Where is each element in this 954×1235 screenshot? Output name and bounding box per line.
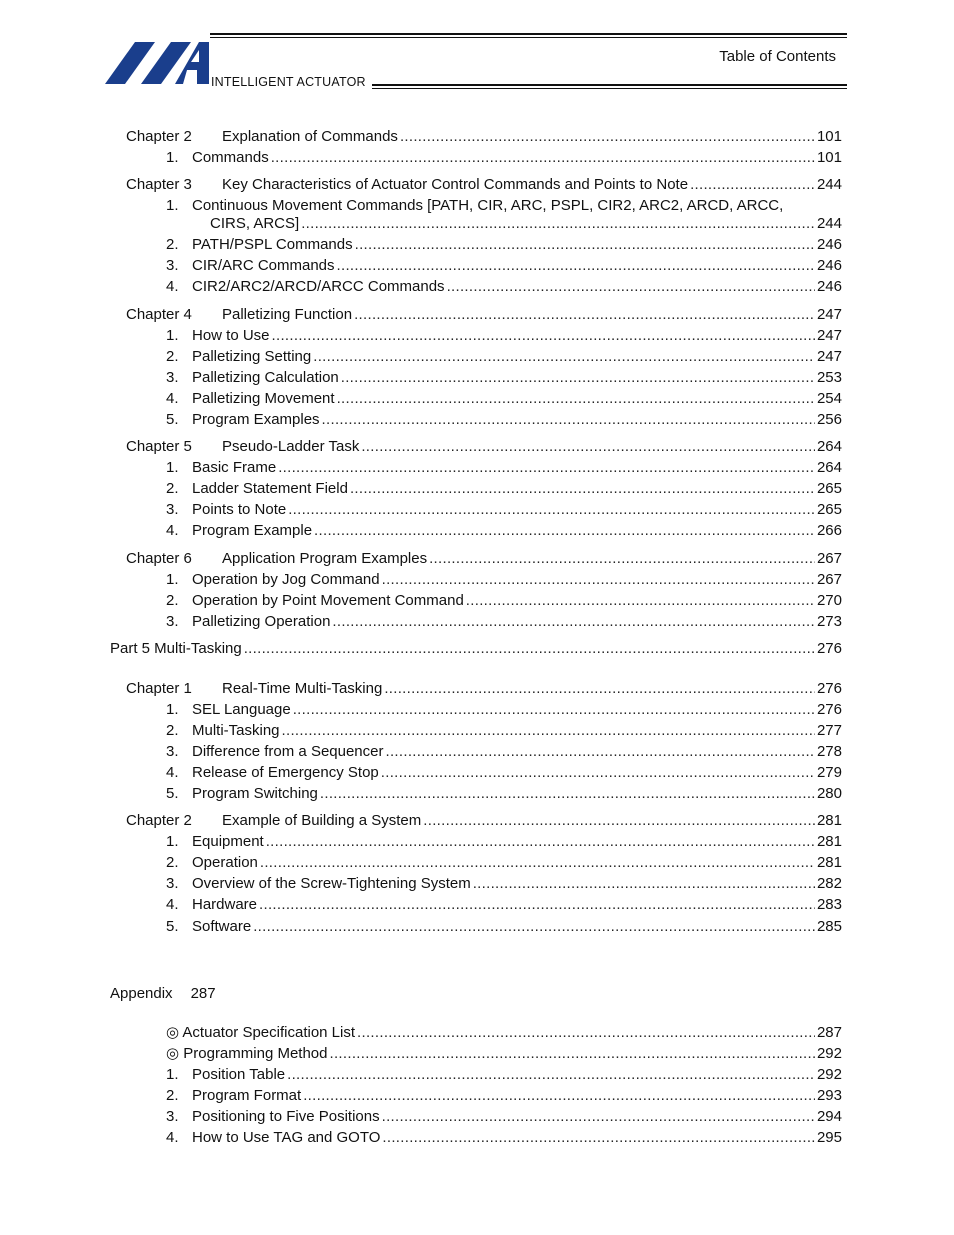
item-number: 2. bbox=[166, 348, 179, 365]
page-number: 244 bbox=[816, 215, 842, 232]
item-number: 1. bbox=[166, 571, 179, 588]
toc-item[interactable] bbox=[166, 764, 842, 782]
item-number: 3. bbox=[166, 875, 179, 892]
page-number: 246 bbox=[816, 257, 842, 274]
page-number: 265 bbox=[816, 501, 842, 518]
item-title: Equipment bbox=[192, 833, 264, 850]
toc-chapter[interactable] bbox=[126, 438, 842, 456]
chapter-number: Chapter 2 bbox=[126, 128, 192, 145]
toc-item[interactable] bbox=[166, 592, 842, 610]
item-title: Palletizing Operation bbox=[192, 613, 331, 630]
chapter-title: Explanation of Commands bbox=[222, 128, 398, 145]
page-number: 266 bbox=[816, 522, 842, 539]
toc-item[interactable] bbox=[166, 369, 842, 387]
item-number: 4. bbox=[166, 764, 179, 781]
dot-leader bbox=[381, 764, 815, 782]
item-title: ◎ Programming Method bbox=[166, 1045, 328, 1062]
item-title: Program Examples bbox=[192, 411, 320, 428]
toc-item-wrapped-line[interactable] bbox=[166, 197, 783, 215]
page-number: 292 bbox=[816, 1066, 842, 1083]
dot-leader bbox=[287, 1066, 815, 1084]
item-number: 2. bbox=[166, 722, 179, 739]
item-number: 1. bbox=[166, 459, 179, 476]
item-number: 2. bbox=[166, 480, 179, 497]
item-number: 3. bbox=[166, 1108, 179, 1125]
dot-leader bbox=[447, 278, 815, 296]
toc-item[interactable] bbox=[166, 613, 842, 631]
page-number: 264 bbox=[816, 459, 842, 476]
item-title: Difference from a Sequencer bbox=[192, 743, 384, 760]
dot-leader bbox=[337, 257, 815, 275]
iai-logo bbox=[105, 40, 209, 86]
page-number: 280 bbox=[816, 785, 842, 802]
item-number: 4. bbox=[166, 896, 179, 913]
page-number: 101 bbox=[816, 149, 842, 166]
dot-leader bbox=[272, 327, 815, 345]
toc-appendix[interactable] bbox=[110, 985, 216, 1003]
toc-item[interactable] bbox=[166, 918, 842, 936]
item-title: SEL Language bbox=[192, 701, 291, 718]
page-title: Table of Contents bbox=[719, 48, 836, 65]
item-title: How to Use bbox=[192, 327, 270, 344]
toc-item[interactable] bbox=[166, 785, 842, 803]
dot-leader bbox=[271, 149, 815, 167]
toc-item[interactable] bbox=[166, 522, 842, 540]
page-number: 244 bbox=[816, 176, 842, 193]
item-title: CIR/ARC Commands bbox=[192, 257, 335, 274]
page-number: 267 bbox=[816, 571, 842, 588]
item-number: 2. bbox=[166, 1087, 179, 1104]
page-number: 265 bbox=[816, 480, 842, 497]
chapter-title: Palletizing Function bbox=[222, 306, 353, 323]
dot-leader bbox=[301, 215, 815, 233]
item-title: Position Table bbox=[192, 1066, 286, 1083]
dot-leader bbox=[384, 680, 815, 698]
item-title: Continuous Movement Commands [PATH, CIR, ARC, PSPL, CIR2, ARC2, ARCD, ARCC, bbox=[192, 197, 784, 214]
dot-leader bbox=[423, 812, 815, 830]
dot-leader bbox=[278, 459, 815, 477]
toc-special-item[interactable] bbox=[166, 1024, 842, 1042]
chapter-number: Chapter 4 bbox=[126, 306, 192, 323]
item-title: Points to Note bbox=[192, 501, 287, 518]
toc-item[interactable] bbox=[166, 1066, 842, 1084]
page-number: 101 bbox=[816, 128, 842, 145]
item-title: Ladder Statement Field bbox=[192, 480, 348, 497]
item-number: 5. bbox=[166, 918, 179, 935]
item-number: 2. bbox=[166, 854, 179, 871]
item-title: Overview of the Screw-Tightening System bbox=[192, 875, 471, 892]
toc-chapter[interactable] bbox=[126, 550, 842, 568]
dot-leader bbox=[466, 592, 815, 610]
toc-item[interactable] bbox=[166, 348, 842, 366]
toc-item[interactable] bbox=[166, 390, 842, 408]
page-number: 279 bbox=[816, 764, 842, 781]
toc-item[interactable] bbox=[166, 571, 842, 589]
item-number: 1. bbox=[166, 1066, 179, 1083]
appendix-title: Appendix bbox=[110, 985, 173, 1002]
dot-leader bbox=[357, 1024, 815, 1042]
toc-item[interactable] bbox=[166, 327, 842, 345]
page-number: 295 bbox=[816, 1129, 842, 1146]
item-number: 3. bbox=[166, 369, 179, 386]
page-number: 256 bbox=[816, 411, 842, 428]
page-number: 281 bbox=[816, 833, 842, 850]
item-title: Program Format bbox=[192, 1087, 302, 1104]
chapter-number: Chapter 1 bbox=[126, 680, 192, 697]
toc-item[interactable] bbox=[166, 411, 842, 429]
chapter-number: Chapter 3 bbox=[126, 176, 192, 193]
dot-leader bbox=[429, 550, 815, 568]
item-number: 4. bbox=[166, 390, 179, 407]
toc-item[interactable] bbox=[166, 1087, 842, 1105]
header-rule-bottom-thin bbox=[372, 88, 847, 89]
toc-chapter[interactable] bbox=[126, 128, 842, 146]
page-number: 247 bbox=[816, 348, 842, 365]
page-number: 294 bbox=[816, 1108, 842, 1125]
dot-leader bbox=[361, 438, 815, 456]
brand-name: INTELLIGENT ACTUATOR bbox=[211, 75, 366, 89]
chapter-title: Example of Building a System bbox=[222, 812, 422, 829]
page-number: 282 bbox=[816, 875, 842, 892]
toc-item[interactable] bbox=[166, 896, 842, 914]
item-title: Commands bbox=[192, 149, 269, 166]
chapter-number: Chapter 2 bbox=[126, 812, 192, 829]
page-number: 287 bbox=[190, 985, 216, 1002]
item-number: 5. bbox=[166, 785, 179, 802]
page-number: 247 bbox=[816, 327, 842, 344]
item-number: 3. bbox=[166, 613, 179, 630]
page-number: 276 bbox=[816, 640, 842, 657]
item-title: Software bbox=[192, 918, 252, 935]
chapter-title: Key Characteristics of Actuator Control Commands and Points to Note bbox=[222, 176, 689, 193]
toc-item[interactable] bbox=[166, 833, 842, 851]
page-number: 293 bbox=[816, 1087, 842, 1104]
chapter-number: Chapter 5 bbox=[126, 438, 192, 455]
item-number: 4. bbox=[166, 522, 179, 539]
toc-item-continuation[interactable] bbox=[210, 215, 842, 233]
toc-chapter[interactable] bbox=[126, 176, 842, 194]
page-number: 267 bbox=[816, 550, 842, 567]
item-title: ◎ Actuator Specification List bbox=[166, 1024, 356, 1041]
item-number: 1. bbox=[166, 149, 179, 166]
chapter-title: Real-Time Multi-Tasking bbox=[222, 680, 383, 697]
page-number: 292 bbox=[816, 1045, 842, 1062]
page-number: 246 bbox=[816, 236, 842, 253]
dot-leader bbox=[259, 896, 815, 914]
page-number: 283 bbox=[816, 896, 842, 913]
page-number: 281 bbox=[816, 812, 842, 829]
toc-part[interactable] bbox=[110, 640, 842, 658]
item-number: 1. bbox=[166, 327, 179, 344]
toc-item[interactable] bbox=[166, 257, 842, 275]
part-title: Part 5 Multi-Tasking bbox=[110, 640, 242, 657]
item-title: Release of Emergency Stop bbox=[192, 764, 379, 781]
toc-special-item[interactable] bbox=[166, 1045, 842, 1063]
toc-item[interactable] bbox=[166, 743, 842, 761]
dot-leader bbox=[354, 306, 815, 324]
item-title: CIR2/ARC2/ARCD/ARCC Commands bbox=[192, 278, 445, 295]
dot-leader bbox=[320, 785, 815, 803]
toc-item[interactable] bbox=[166, 701, 842, 719]
dot-leader bbox=[313, 348, 815, 366]
dot-leader bbox=[329, 1045, 814, 1063]
item-title-continued: CIRS, ARCS] bbox=[210, 215, 300, 232]
toc-item[interactable] bbox=[166, 875, 842, 893]
item-title: Program Switching bbox=[192, 785, 318, 802]
item-number: 3. bbox=[166, 257, 179, 274]
page-number: 247 bbox=[816, 306, 842, 323]
chapter-title: Application Program Examples bbox=[222, 550, 428, 567]
item-title: Operation by Jog Command bbox=[192, 571, 380, 588]
page-number: 278 bbox=[816, 743, 842, 760]
toc-item[interactable] bbox=[166, 149, 842, 167]
item-number: 1. bbox=[166, 701, 179, 718]
item-title: Positioning to Five Positions bbox=[192, 1108, 380, 1125]
item-title: Program Example bbox=[192, 522, 313, 539]
toc-chapter[interactable] bbox=[126, 306, 842, 324]
dot-leader bbox=[382, 1108, 815, 1126]
dot-leader bbox=[473, 875, 815, 893]
page-header bbox=[0, 0, 954, 100]
page-number: 276 bbox=[816, 680, 842, 697]
item-number: 4. bbox=[166, 1129, 179, 1146]
item-title: Operation bbox=[192, 854, 258, 871]
dot-leader bbox=[244, 640, 815, 658]
toc-item[interactable] bbox=[166, 480, 842, 498]
page-number: 264 bbox=[816, 438, 842, 455]
toc-item[interactable] bbox=[166, 501, 842, 519]
dot-leader bbox=[314, 522, 815, 540]
dot-leader bbox=[322, 411, 815, 429]
item-title: Basic Frame bbox=[192, 459, 277, 476]
dot-leader bbox=[260, 854, 815, 872]
item-number: 2. bbox=[166, 236, 179, 253]
dot-leader bbox=[382, 571, 815, 589]
item-title: Hardware bbox=[192, 896, 258, 913]
page-number: 281 bbox=[816, 854, 842, 871]
toc-chapter[interactable] bbox=[126, 680, 842, 698]
dot-leader bbox=[293, 701, 815, 719]
dot-leader bbox=[282, 722, 815, 740]
toc-chapter[interactable] bbox=[126, 812, 842, 830]
item-number: 1. bbox=[166, 833, 179, 850]
header-rule-top bbox=[210, 33, 847, 35]
dot-leader bbox=[341, 369, 815, 387]
item-title: Operation by Point Movement Command bbox=[192, 592, 464, 609]
toc-item[interactable] bbox=[166, 1129, 842, 1147]
header-rule-bottom bbox=[372, 84, 847, 86]
item-number: 4. bbox=[166, 278, 179, 295]
dot-leader bbox=[690, 176, 815, 194]
chapter-title: Pseudo-Ladder Task bbox=[222, 438, 360, 455]
chapter-number: Chapter 6 bbox=[126, 550, 192, 567]
item-number: 5. bbox=[166, 411, 179, 428]
page-number: 254 bbox=[816, 390, 842, 407]
item-title: Palletizing Calculation bbox=[192, 369, 339, 386]
dot-leader bbox=[266, 833, 815, 851]
item-title: Multi-Tasking bbox=[192, 722, 280, 739]
page-number: 277 bbox=[816, 722, 842, 739]
page-number: 285 bbox=[816, 918, 842, 935]
item-number: 3. bbox=[166, 501, 179, 518]
page-number: 287 bbox=[816, 1024, 842, 1041]
toc-item[interactable] bbox=[166, 1108, 842, 1126]
page-number: 246 bbox=[816, 278, 842, 295]
toc-item[interactable] bbox=[166, 722, 842, 740]
toc-item[interactable] bbox=[166, 278, 842, 296]
item-number: 2. bbox=[166, 592, 179, 609]
item-title: Palletizing Movement bbox=[192, 390, 335, 407]
dot-leader bbox=[386, 743, 815, 761]
toc-item[interactable] bbox=[166, 854, 842, 872]
item-number: 1. bbox=[166, 197, 179, 214]
dot-leader bbox=[303, 1087, 815, 1105]
dot-leader bbox=[337, 390, 815, 408]
dot-leader bbox=[288, 501, 815, 519]
toc-item[interactable] bbox=[166, 236, 842, 254]
dot-leader bbox=[332, 613, 815, 631]
item-title: PATH/PSPL Commands bbox=[192, 236, 353, 253]
page-number: 253 bbox=[816, 369, 842, 386]
dot-leader bbox=[382, 1129, 815, 1147]
item-title: How to Use TAG and GOTO bbox=[192, 1129, 381, 1146]
dot-leader bbox=[350, 480, 815, 498]
dot-leader bbox=[253, 918, 815, 936]
item-number: 3. bbox=[166, 743, 179, 760]
page-number: 270 bbox=[816, 592, 842, 609]
dot-leader bbox=[400, 128, 815, 146]
dot-leader bbox=[355, 236, 815, 254]
toc-item[interactable] bbox=[166, 459, 842, 477]
page-number: 276 bbox=[816, 701, 842, 718]
item-title: Palletizing Setting bbox=[192, 348, 312, 365]
header-rule-top-thin bbox=[210, 37, 847, 38]
page-number: 273 bbox=[816, 613, 842, 630]
